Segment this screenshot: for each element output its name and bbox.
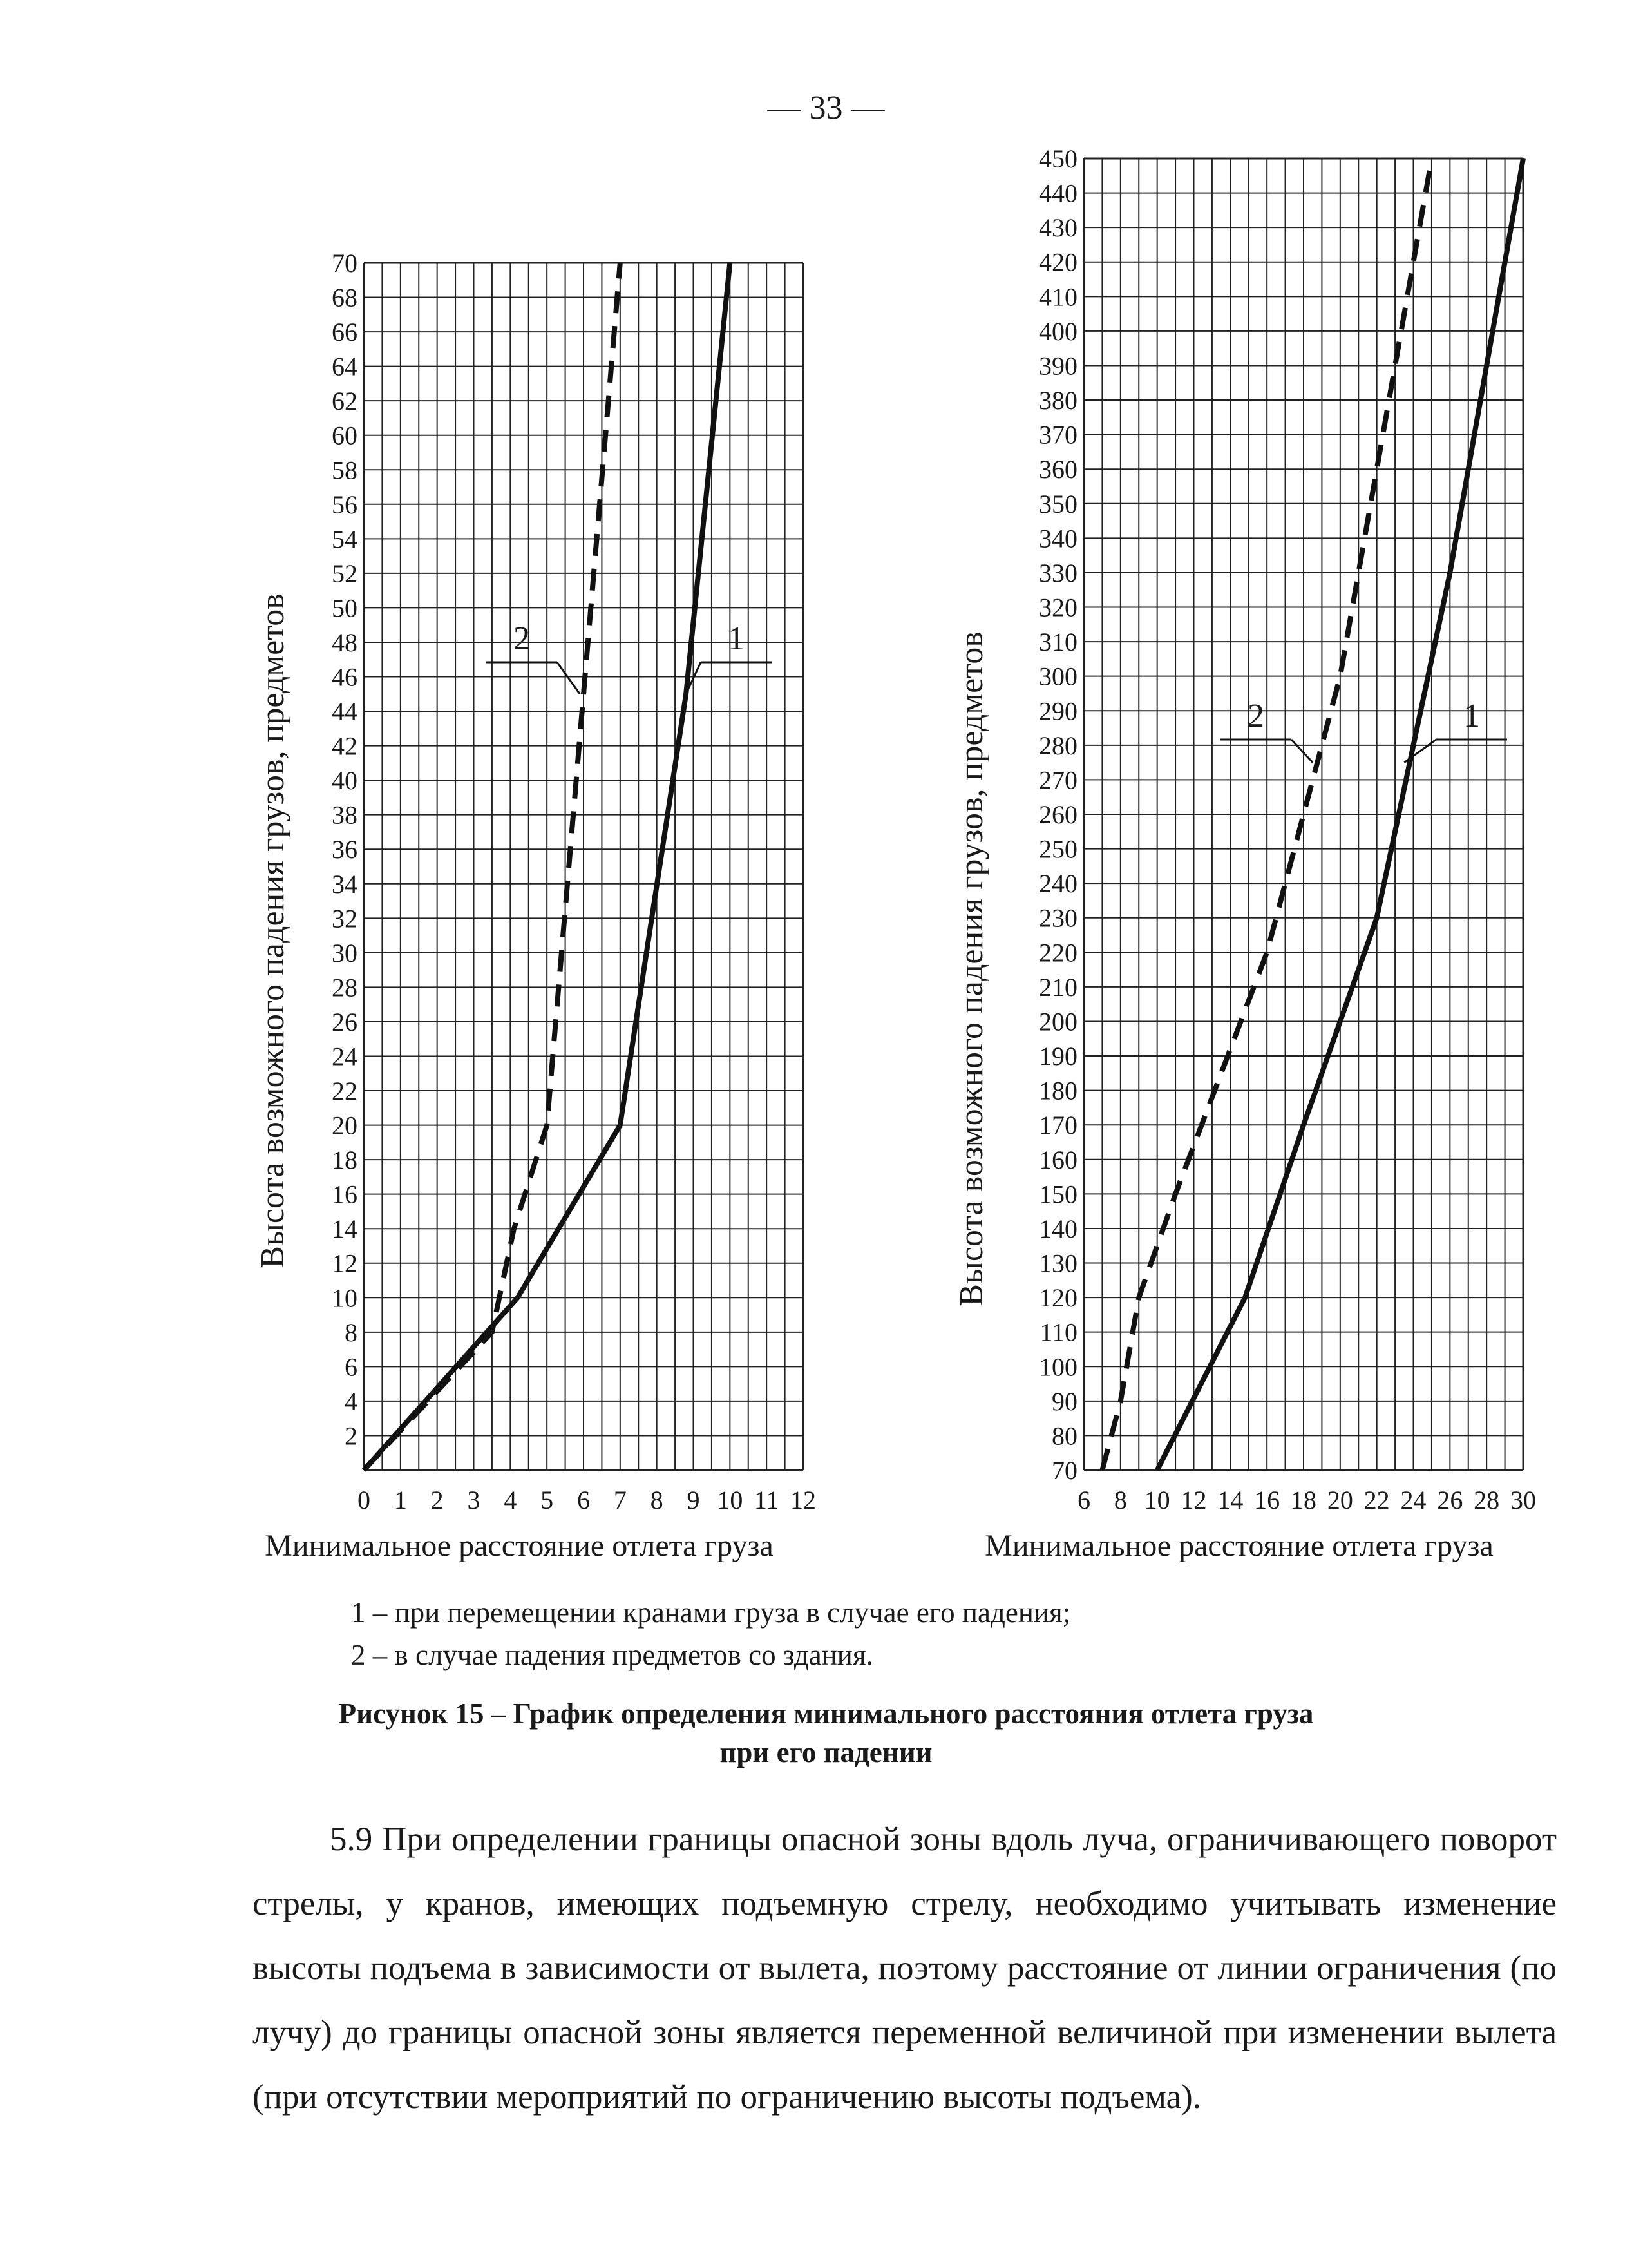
y-tick-label: 46 [332, 662, 357, 692]
page-number: — 33 — [767, 90, 885, 126]
x-tick-label: 16 [1254, 1486, 1280, 1515]
x-tick-label: 14 [1217, 1486, 1244, 1515]
y-tick-label: 32 [332, 904, 357, 933]
y-tick-label: 80 [1052, 1421, 1078, 1451]
y-tick-label: 18 [332, 1145, 357, 1175]
y-tick-label: 300 [1039, 662, 1078, 691]
x-tick-label: 18 [1291, 1486, 1316, 1515]
y-tick-label: 100 [1039, 1352, 1078, 1382]
x-tick-label: 12 [790, 1486, 816, 1515]
x-tick-label: 20 [1327, 1486, 1353, 1515]
y-tick-label: 370 [1039, 420, 1078, 450]
x-tick-label: 8 [1114, 1486, 1127, 1515]
y-tick-label: 240 [1039, 869, 1078, 899]
y-tick-label: 220 [1039, 938, 1078, 968]
x-axis-label: Минимальное расстояние отлета груза [985, 1529, 1494, 1563]
series-2-label: 2 [513, 620, 530, 657]
y-tick-label: 140 [1039, 1214, 1078, 1243]
y-tick-label: 440 [1039, 178, 1078, 208]
legend-item-1: 1 – при перемещении кранами груза в случае его падения; [351, 1596, 1071, 1629]
x-tick-label: 0 [357, 1486, 370, 1515]
y-tick-label: 34 [332, 869, 357, 899]
figure-legend [351, 1591, 1070, 1676]
series-1-label: 1 [1463, 698, 1480, 734]
callout-leader [1291, 740, 1313, 763]
body-text [252, 1807, 1557, 2129]
y-tick-label: 410 [1039, 282, 1078, 312]
y-tick-label: 330 [1039, 558, 1078, 588]
y-tick-label: 52 [332, 559, 357, 588]
x-tick-label: 26 [1437, 1486, 1463, 1515]
y-tick-label: 170 [1039, 1111, 1078, 1140]
series-2-label: 2 [1248, 698, 1264, 734]
y-tick-label: 350 [1039, 489, 1078, 519]
y-tick-label: 42 [332, 731, 357, 761]
chart-left [254, 249, 816, 1563]
y-tick-label: 36 [332, 835, 357, 865]
x-tick-label: 2 [430, 1486, 444, 1515]
y-tick-label: 380 [1039, 386, 1078, 416]
y-tick-label: 4 [345, 1386, 357, 1416]
y-tick-label: 14 [332, 1214, 357, 1244]
y-tick-label: 22 [332, 1076, 357, 1106]
y-tick-label: 50 [332, 593, 357, 623]
y-tick-label: 210 [1039, 972, 1078, 1002]
y-axis-label: Высота возможного падения грузов, предметов [254, 593, 291, 1268]
x-tick-label: 1 [394, 1486, 407, 1515]
y-tick-label: 70 [1052, 1456, 1078, 1485]
y-tick-label: 160 [1039, 1145, 1078, 1174]
y-tick-label: 58 [332, 455, 357, 485]
x-tick-label: 4 [504, 1486, 517, 1515]
y-tick-label: 120 [1039, 1283, 1078, 1313]
x-tick-label: 22 [1363, 1486, 1390, 1515]
y-tick-label: 200 [1039, 1007, 1078, 1037]
x-tick-label: 12 [1181, 1486, 1207, 1515]
x-tick-label: 5 [540, 1486, 554, 1515]
y-tick-label: 64 [332, 352, 357, 381]
y-tick-label: 390 [1039, 351, 1078, 381]
y-tick-label: 70 [332, 249, 357, 278]
x-tick-label: 6 [1078, 1486, 1090, 1515]
y-tick-label: 54 [332, 524, 357, 554]
y-tick-label: 190 [1039, 1042, 1078, 1071]
y-tick-label: 24 [332, 1042, 357, 1071]
y-tick-label: 250 [1039, 834, 1078, 864]
y-tick-label: 430 [1039, 213, 1078, 243]
y-tick-label: 400 [1039, 316, 1078, 346]
x-tick-label: 10 [717, 1486, 743, 1515]
y-tick-label: 360 [1039, 455, 1078, 484]
x-tick-label: 10 [1144, 1486, 1170, 1515]
y-tick-label: 10 [332, 1283, 357, 1313]
series-1-label: 1 [728, 620, 745, 657]
y-tick-label: 16 [332, 1180, 357, 1209]
y-tick-label: 320 [1039, 593, 1078, 622]
y-tick-label: 2 [345, 1421, 357, 1451]
y-tick-label: 180 [1039, 1076, 1078, 1105]
y-tick-label: 26 [332, 1007, 357, 1037]
y-tick-label: 28 [332, 973, 357, 1002]
x-tick-label: 7 [613, 1486, 627, 1515]
x-tick-label: 6 [577, 1486, 590, 1515]
y-tick-label: 8 [345, 1317, 357, 1347]
y-tick-label: 130 [1039, 1248, 1078, 1278]
y-tick-label: 40 [332, 766, 357, 796]
x-tick-label: 8 [650, 1486, 663, 1515]
y-tick-label: 420 [1039, 247, 1078, 277]
x-tick-label: 28 [1474, 1486, 1500, 1515]
y-axis-label: Высота возможного падения грузов, предметов [953, 631, 990, 1306]
legend-item-2: 2 – в случае падения предметов со здания. [351, 1639, 873, 1671]
y-tick-label: 280 [1039, 731, 1078, 760]
y-tick-label: 290 [1039, 696, 1078, 726]
y-tick-label: 110 [1040, 1317, 1078, 1347]
chart-right [953, 144, 1536, 1563]
x-tick-label: 30 [1510, 1486, 1536, 1515]
y-tick-label: 38 [332, 800, 357, 830]
y-tick-label: 260 [1039, 800, 1078, 829]
paragraph-5-9: 5.9 При определении границы опасной зоны вдоль луча, ограничивающего поворот стрелы, у кранов, имеющих подъемную стрелу, необходимо учитывать изменение высоты подъема в зависимости от вылета, поэтому расстояние от линии ограничения (по лучу) до границы опасной зоны является переменной величиной при изменении вылета (при отсутствии мероприятий по ограничению высоты подъема). [252, 1821, 1557, 2116]
y-tick-label: 450 [1039, 144, 1078, 173]
y-tick-label: 270 [1039, 765, 1078, 795]
y-tick-label: 62 [332, 387, 357, 416]
y-tick-label: 48 [332, 627, 357, 657]
y-tick-label: 6 [345, 1352, 357, 1382]
y-tick-label: 340 [1039, 524, 1078, 553]
x-tick-label: 24 [1400, 1486, 1427, 1515]
y-tick-label: 150 [1039, 1180, 1078, 1209]
y-tick-label: 310 [1039, 627, 1078, 657]
x-tick-label: 11 [754, 1486, 779, 1515]
x-axis-label: Минимальное расстояние отлета груза [265, 1529, 774, 1563]
callout-leader [557, 662, 580, 694]
y-tick-label: 12 [332, 1248, 357, 1278]
y-tick-label: 66 [332, 318, 357, 347]
y-tick-label: 20 [332, 1111, 357, 1140]
y-tick-label: 68 [332, 283, 357, 312]
x-tick-label: 3 [467, 1486, 480, 1515]
x-tick-label: 9 [687, 1486, 700, 1515]
figure-caption [0, 1694, 1652, 1772]
y-tick-label: 44 [332, 697, 357, 727]
y-tick-label: 60 [332, 421, 357, 450]
y-tick-label: 90 [1052, 1386, 1078, 1416]
caption-line-2: при его падении [719, 1736, 933, 1768]
y-tick-label: 56 [332, 490, 357, 519]
caption-line-1: Рисунок 15 – График определения минимального расстояния отлета груза [338, 1698, 1314, 1730]
y-tick-label: 30 [332, 938, 357, 968]
y-tick-label: 230 [1039, 903, 1078, 933]
